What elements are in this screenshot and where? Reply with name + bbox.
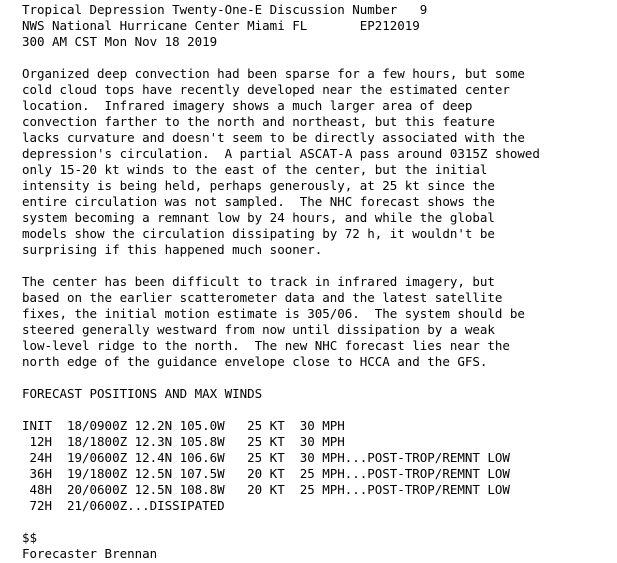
text-line: models show the circulation dissipating by 72 h, it wouldn't be — [22, 226, 495, 241]
text-line: only 15-20 kt winds to the east of the center, but the initial — [22, 162, 488, 177]
forecast-row: 48H 20/0600Z 12.5N 108.8W 20 KT 25 MPH...POST-TROP/REMNT LOW — [22, 482, 510, 497]
text-line: surprising if this happened much sooner. — [22, 242, 323, 257]
forecast-row: 12H 18/1800Z 12.3N 105.8W 25 KT 30 MPH — [22, 434, 345, 449]
text-line: depression's circulation. A partial ASCAT-A pass around 0315Z showed — [22, 146, 540, 161]
forecast-row: INIT 18/0900Z 12.2N 105.0W 25 KT 30 MPH — [22, 418, 345, 433]
discussion-title: Tropical Depression Twenty-One-E Discussion Number 9 — [22, 2, 428, 17]
forecast-row: 36H 19/1800Z 12.5N 107.5W 20 KT 25 MPH...POST-TROP/REMNT LOW — [22, 466, 510, 481]
text-line: north edge of the guidance envelope close to HCCA and the GFS. — [22, 354, 488, 369]
text-line: lacks curvature and doesn't seem to be directly associated with the — [22, 130, 525, 145]
text-line: location. Infrared imagery shows a much larger area of deep — [22, 98, 473, 113]
text-line: Organized deep convection had been sparse for a few hours, but some — [22, 66, 525, 81]
text-line: intensity is being held, perhaps generously, at 25 kt since the — [22, 178, 495, 193]
text-line: convection farther to the north and northeast, but this feature — [22, 114, 495, 129]
text-line: fixes, the initial motion estimate is 305/06. The system should be — [22, 306, 525, 321]
text-line: cold cloud tops have recently developed near the estimated center — [22, 82, 510, 97]
text-line: low-level ridge to the north. The new NHC forecast lies near the — [22, 338, 510, 353]
text-line: The center has been difficult to track in infrared imagery, but — [22, 274, 495, 289]
end-marker: $$ — [22, 530, 38, 545]
forecast-heading: FORECAST POSITIONS AND MAX WINDS — [22, 386, 263, 401]
forecast-row: 72H 21/0600Z...DISSIPATED — [22, 498, 225, 513]
text-line: based on the earlier scatterometer data and the latest satellite — [22, 290, 503, 305]
forecast-row: 24H 19/0600Z 12.4N 106.6W 25 KT 30 MPH...POST-TROP/REMNT LOW — [22, 450, 510, 465]
text-line: steered generally westward from now until dissipation by a weak — [22, 322, 495, 337]
issuing-office: NWS National Hurricane Center Miami FL EP212019 — [22, 18, 420, 33]
issue-time: 300 AM CST Mon Nov 18 2019 — [22, 34, 218, 49]
forecaster-signature: Forecaster Brennan — [22, 546, 158, 561]
text-line: entire circulation was not sampled. The NHC forecast shows the — [22, 194, 495, 209]
text-line: system becoming a remnant low by 24 hours, and while the global — [22, 210, 495, 225]
